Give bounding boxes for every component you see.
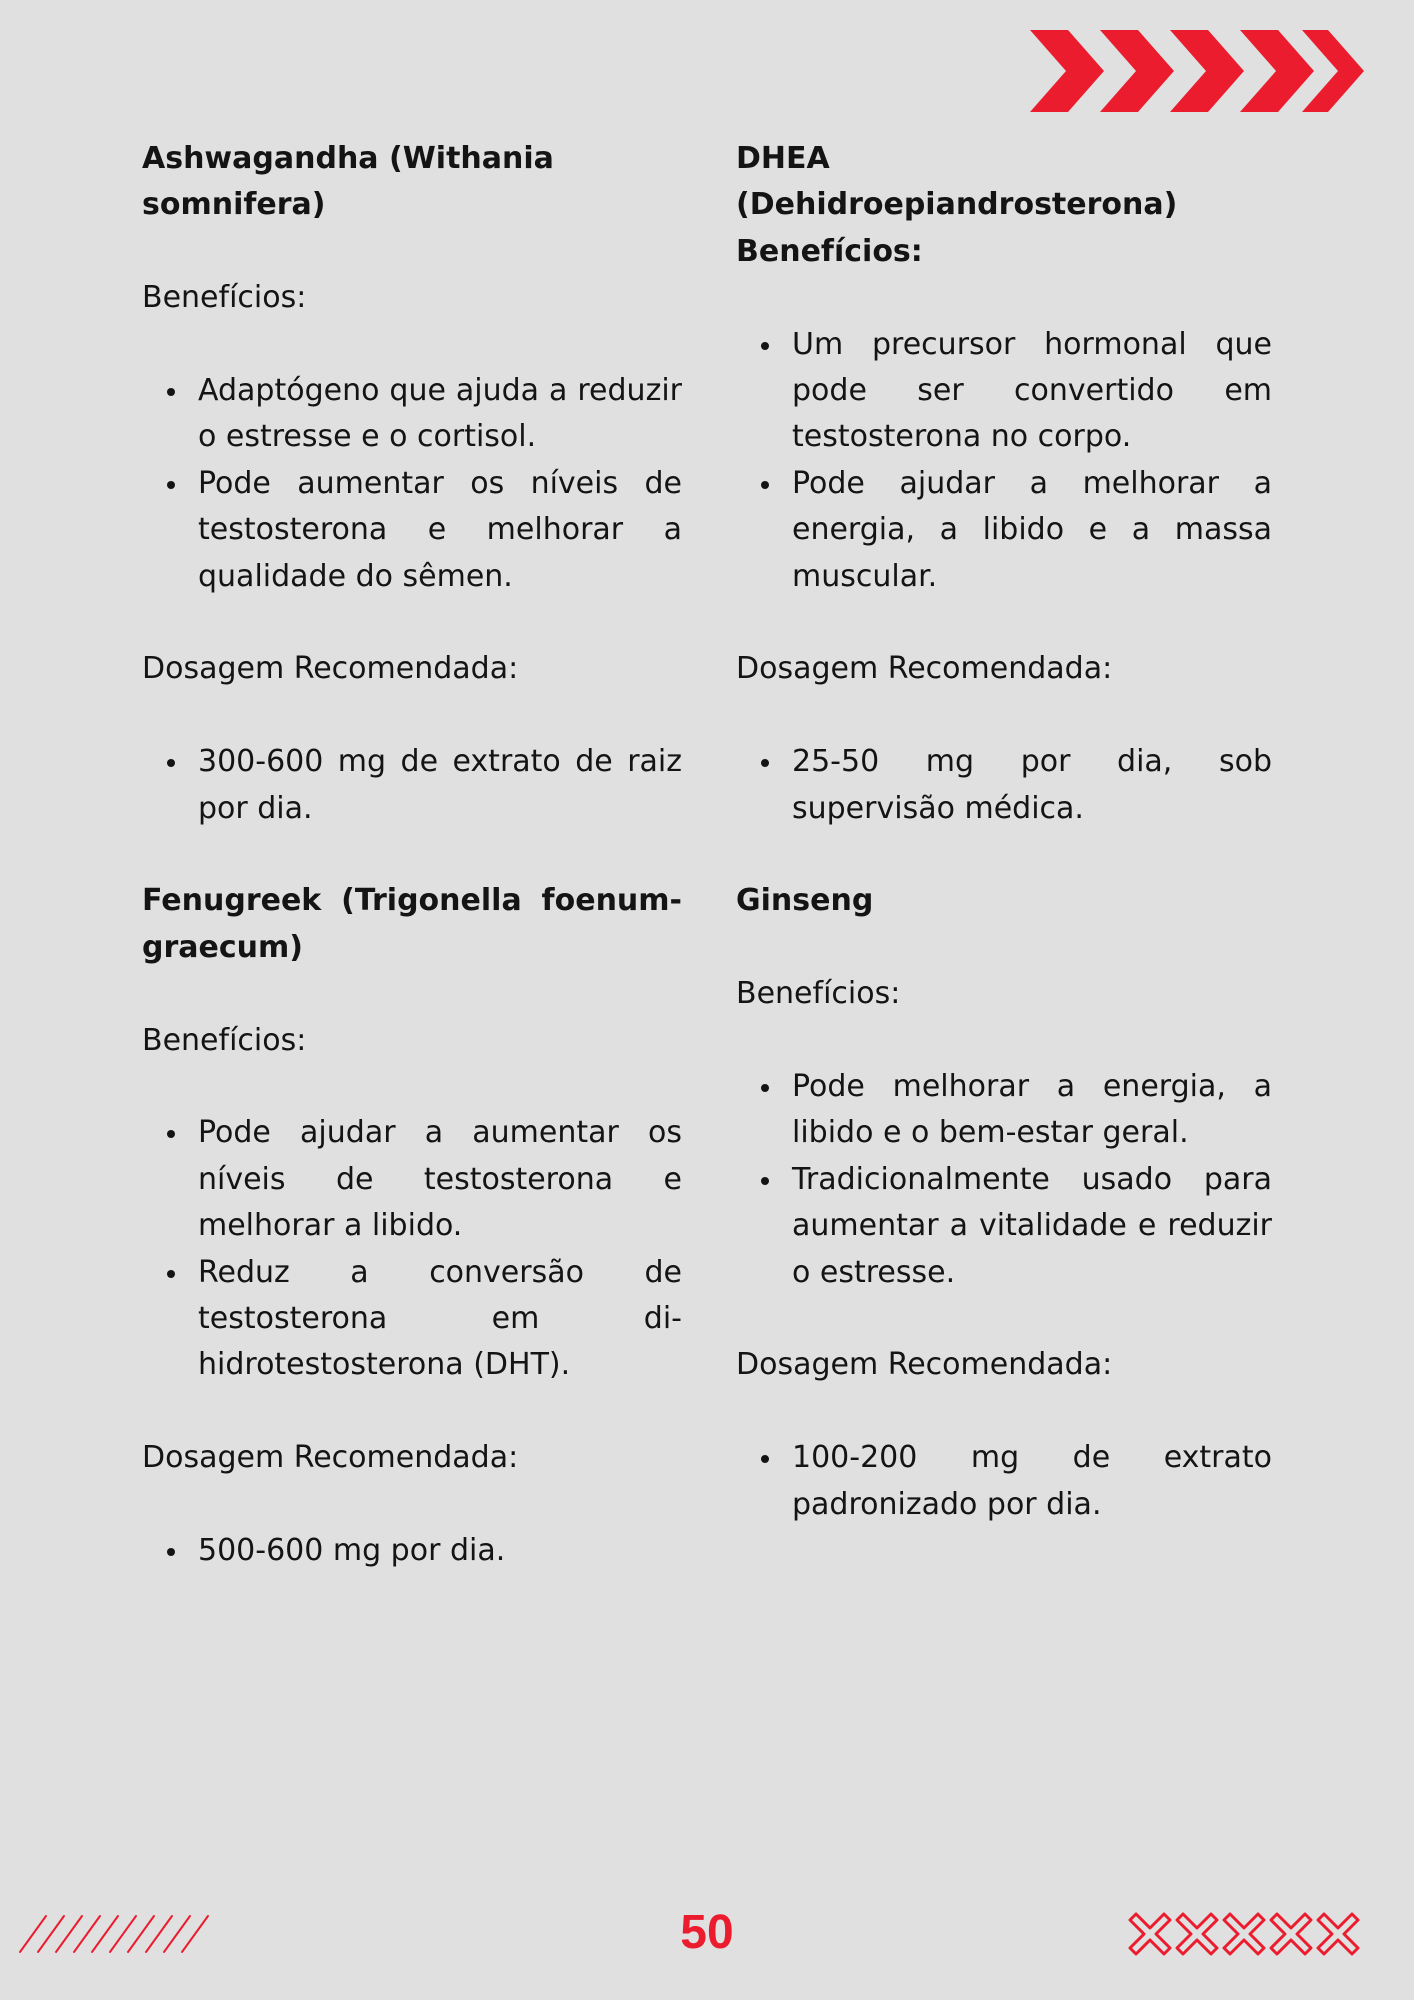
- dhea-title-line2: (Dehidroepiandrosterona): [736, 187, 1178, 223]
- list-item: Pode melhorar a energia, a libido e o bem-estar geral.: [736, 1064, 1272, 1157]
- ashwagandha-benefits-list: [142, 368, 682, 600]
- ginseng-dosage-list: [736, 1435, 1272, 1528]
- ashwagandha-benefits-label: Benefícios:: [142, 280, 307, 316]
- ashwagandha-dosage-label: Dosagem Recomendada:: [142, 651, 519, 687]
- list-item: 300-600 mg de extrato de raiz por dia.: [142, 739, 682, 832]
- list-item: 100-200 mg de extrato padronizado por dia.: [736, 1435, 1272, 1528]
- ginseng-dosage-label: Dosagem Recomendada:: [736, 1347, 1113, 1383]
- dhea-benefits-label: Benefícios:: [736, 233, 923, 269]
- ashwagandha-title-line2: somnifera): [142, 187, 326, 223]
- list-item: 500-600 mg por dia.: [142, 1528, 682, 1574]
- list-item: Pode ajudar a melhorar a energia, a libido e a massa muscular.: [736, 461, 1272, 600]
- ashwagandha-title-line1: Ashwagandha (Withania: [142, 141, 554, 176]
- left-column: [142, 136, 682, 1574]
- list-item: Pode aumentar os níveis de testosterona e melhorar a qualidade do sêmen.: [142, 461, 682, 600]
- fenugreek-benefits-label: Benefícios:: [142, 1022, 307, 1058]
- fenugreek-title: Fenugreek (Trigonella foenum-graecum): [142, 883, 682, 965]
- ginseng-title: Ginseng: [736, 883, 874, 919]
- list-item: Tradicionalmente usado para aumentar a vitalidade e reduzir o estresse.: [736, 1157, 1272, 1296]
- list-item: Pode ajudar a aumentar os níveis de testosterona e melhorar a libido.: [142, 1110, 682, 1249]
- dhea-title-line1: DHEA: [736, 141, 830, 176]
- ashwagandha-dosage-list: [142, 739, 682, 832]
- ginseng-benefits-label: Benefícios:: [736, 976, 901, 1012]
- dhea-dosage-label: Dosagem Recomendada:: [736, 651, 1113, 687]
- fenugreek-dosage-list: [142, 1528, 682, 1574]
- list-item: Um precursor hormonal que pode ser convertido em testosterona no corpo.: [736, 322, 1272, 461]
- x-crosses-icon: [1128, 1912, 1364, 1956]
- page-number: 50: [680, 1906, 734, 1959]
- list-item: Adaptógeno que ajuda a reduzir o estresse e o cortisol.: [142, 368, 682, 461]
- fenugreek-benefits-list: [142, 1110, 682, 1388]
- fenugreek-dosage-label: Dosagem Recomendada:: [142, 1440, 519, 1476]
- dhea-benefits-list: [736, 322, 1272, 600]
- right-column: [736, 136, 1272, 1528]
- list-item: Reduz a conversão de testosterona em di-hidrotestosterona (DHT).: [142, 1250, 682, 1389]
- chevron-arrows-icon: [1026, 28, 1366, 114]
- ginseng-benefits-list: [736, 1064, 1272, 1296]
- dhea-dosage-list: [736, 739, 1272, 832]
- list-item: 25-50 mg por dia, sob supervisão médica.: [736, 739, 1272, 832]
